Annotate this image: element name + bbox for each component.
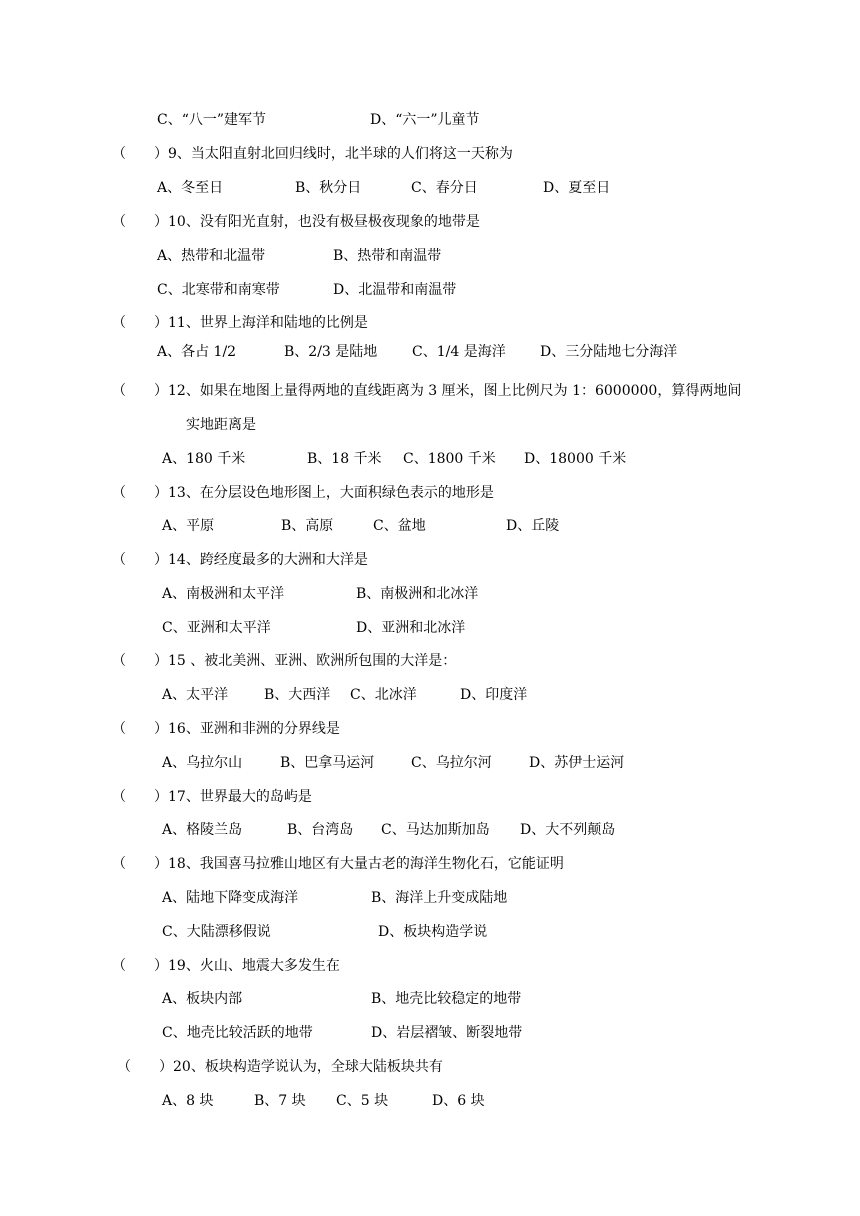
option-c: C、“八一”建军节 <box>157 112 267 128</box>
q16-option-c: C、乌拉尔河 <box>411 755 492 771</box>
q12-option-b: B、18 千米 <box>307 451 382 467</box>
q15-option-a: A、太平洋 <box>162 687 229 703</box>
q20-option-a: A、8 块 <box>162 1093 214 1109</box>
q14-option-a: A、南极洲和太平洋 <box>162 586 285 602</box>
question-17-stem: （ ）17、世界最大的岛屿是 <box>112 789 312 805</box>
q16-option-a: A、乌拉尔山 <box>162 755 243 771</box>
q11-option-d: D、三分陆地七分海洋 <box>540 344 678 360</box>
q11-option-a: A、各占 1/2 <box>157 344 237 360</box>
q14-option-d: D、亚洲和北冰洋 <box>356 620 466 636</box>
question-18-stem: （ ）18、我国喜马拉雅山地区有大量古老的海洋生物化石，它能证明 <box>112 856 564 872</box>
q15-option-d: D、印度洋 <box>460 687 528 703</box>
question-12-stem-continued: 实地距离是 <box>186 417 256 433</box>
q9-option-b: B、秋分日 <box>295 180 362 196</box>
q9-option-d: D、夏至日 <box>543 180 611 196</box>
q19-option-b: B、地壳比较稳定的地带 <box>371 991 522 1007</box>
q10-option-a: A、热带和北温带 <box>157 248 266 264</box>
question-15-stem: （ ）15 、被北美洲、亚洲、欧洲所包围的大洋是： <box>112 653 457 669</box>
q13-option-d: D、丘陵 <box>506 518 560 534</box>
q20-option-d: D、6 块 <box>432 1093 485 1109</box>
q18-option-a: A、陆地下降变成海洋 <box>162 890 299 906</box>
q17-option-b: B、台湾岛 <box>287 822 354 838</box>
q20-option-c: C、5 块 <box>336 1093 389 1109</box>
question-12-stem: （ ）12、如果在地图上量得两地的直线距离为 3 厘米，图上比例尺为 1：6000000，算得两地间 <box>112 383 742 399</box>
q11-option-b: B、2/3 是陆地 <box>284 344 378 360</box>
q14-option-b: B、南极洲和北冰洋 <box>356 586 479 602</box>
question-10-stem: （ ）10、没有阳光直射，也没有极昼极夜现象的地带是 <box>112 214 480 230</box>
q19-option-c: C、地壳比较活跃的地带 <box>162 1025 313 1041</box>
q17-option-c: C、马达加斯加岛 <box>381 822 490 838</box>
q12-option-a: A、180 千米 <box>162 451 246 467</box>
q20-option-b: B、7 块 <box>254 1093 306 1109</box>
question-16-stem: （ ）16、亚洲和非洲的分界线是 <box>112 721 340 737</box>
q19-option-a: A、板块内部 <box>162 991 243 1007</box>
option-d: D、“六一”儿童节 <box>370 112 480 128</box>
question-11-stem: （ ）11、世界上海洋和陆地的比例是 <box>112 315 368 331</box>
q15-option-b: B、大西洋 <box>264 687 331 703</box>
q10-option-c: C、北寒带和南寒带 <box>157 282 280 298</box>
q16-option-d: D、苏伊士运河 <box>529 755 625 771</box>
q17-option-d: D、大不列颠岛 <box>520 822 616 838</box>
q18-option-d: D、板块构造学说 <box>378 924 488 940</box>
q18-option-c: C、大陆漂移假说 <box>162 924 271 940</box>
q18-option-b: B、海洋上升变成陆地 <box>371 890 508 906</box>
q19-option-d: D、岩层褶皱、断裂地带 <box>371 1025 523 1041</box>
question-14-stem: （ ）14、跨经度最多的大洲和大洋是 <box>112 552 368 568</box>
q17-option-a: A、格陵兰岛 <box>162 822 243 838</box>
q14-option-c: C、亚洲和太平洋 <box>162 620 271 636</box>
q13-option-a: A、平原 <box>162 518 215 534</box>
q13-option-c: C、盆地 <box>373 518 426 534</box>
question-13-stem: （ ）13、在分层设色地形图上，大面积绿色表示的地形是 <box>112 485 494 501</box>
question-9-stem: （ ）9、当太阳直射北回归线时，北半球的人们将这一天称为 <box>112 146 513 162</box>
q10-option-b: B、热带和南温带 <box>333 248 442 264</box>
q15-option-c: C、北冰洋 <box>350 687 417 703</box>
q10-option-d: D、北温带和南温带 <box>333 282 457 298</box>
q9-option-a: A、冬至日 <box>157 180 224 196</box>
q12-option-c: C、1800 千米 <box>403 451 496 467</box>
q11-option-c: C、1/4 是海洋 <box>412 344 506 360</box>
q13-option-b: B、高原 <box>281 518 334 534</box>
question-20-stem: （ ）20、板块构造学说认为，全球大陆板块共有 <box>117 1059 443 1075</box>
q9-option-c: C、春分日 <box>411 180 478 196</box>
q16-option-b: B、巴拿马运河 <box>280 755 375 771</box>
question-19-stem: （ ）19、火山、地震大多发生在 <box>112 958 340 974</box>
q12-option-d: D、18000 千米 <box>524 451 627 467</box>
